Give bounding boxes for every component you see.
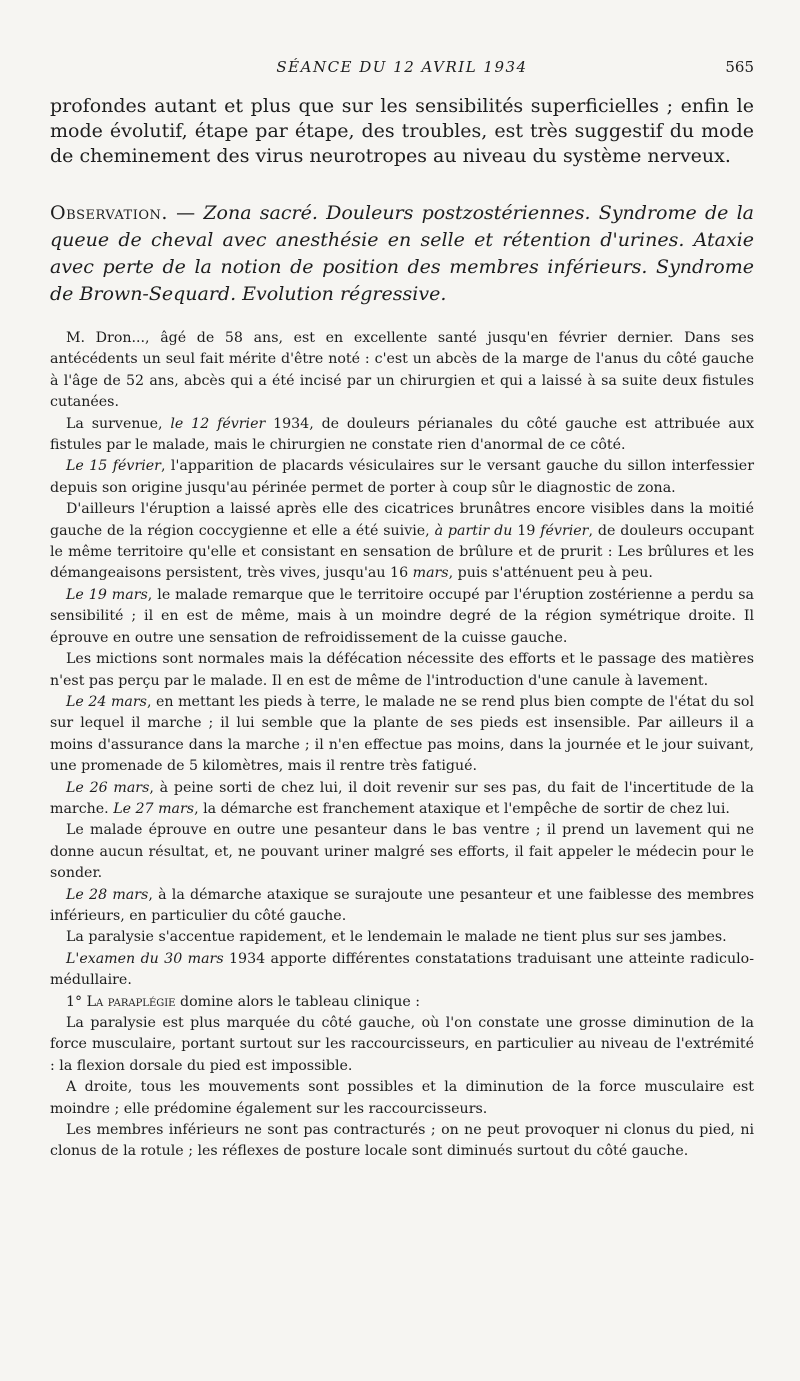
date-text: Le 26 mars [66,779,150,796]
observation-dash: — [167,202,204,224]
paragraph-text: , en mettant les pieds à terre, le malade ne se rend plus bien compte de l'état du sol sur lequel il marche ; il lui semble que la plante de ses pieds est insensible. Par ailleurs il a moins d'assurance dans la marche ; il n'en effectue pas moins, dans la journée et le jour suivant, une promenade de 5 kilomètres, mais il rentre très fatigué. [50,693,754,775]
item-number: 1° [66,993,87,1010]
paragraph-text: La survenue, [66,415,171,432]
paragraph-text: , à peine sorti de chez lui, il doit revenir sur ses pas, du fait de l'incertitude de la marche. [50,779,754,817]
paragraph-text: , à la démarche ataxique se surajoute une pesanteur et une faiblesse des membres inférieurs, en particulier du côté gauche. [50,886,754,924]
date-text: Le 19 mars [66,586,148,603]
running-title: SÉANCE DU 12 AVRIL 1934 [276,58,528,76]
paragraph-ataxia [50,778,754,821]
paragraph-text: La paralysie s'accentue rapidement, et le lendemain le malade ne tient plus sur ses jambes. [66,929,727,946]
paragraph-text: Les membres inférieurs ne sont pas contracturés ; on ne peut provoquer ni clonus du pied, ni clonus de la rotule ; les réflexes de posture locale sont diminués surtout du côté gauche. [50,1122,754,1160]
paragraph-text: Le malade éprouve en outre une pesanteur dans le bas ventre ; il prend un lavement qui ne donne aucun résultat, et, ne pouvant uriner malgré ses efforts, il fait appeler le médecin pour le sonder. [50,822,754,882]
paragraph-text: D'ailleurs l'éruption a laissé après elle des cicatrices brunâtres encore visibles dans la moitié gauche de la région coccygienne et elle a été suivie, [50,501,754,539]
paragraph-paralysis [50,927,754,948]
date-text: Le 27 mars [113,800,195,817]
paragraph-retention [50,820,754,884]
paragraph-history [50,328,754,414]
observation-label: Observation. [50,202,168,224]
paragraph-text: 19 [512,522,541,539]
paragraph-text: domine alors le tableau clinique : [175,993,421,1010]
paragraph-right-side [50,1077,754,1120]
lead-paragraph: profondes autant et plus que sur les sensibilités superficielles ; enfin le mode évolutif, étape par étape, des troubles, est très suggestif du mode de cheminement des virus neurotropes au niveau du système nerveux. [50,95,754,167]
date-text: L'examen du 30 mars [66,950,224,967]
paragraph-text: 1934, de douleurs périanales du côté gauche est attribuée aux fistules par le malade, mais le chirurgien ne constate rien d'anormal de ce côté. [50,415,754,454]
paragraph-text: Les mictions sont normales mais la défécation nécessite des efforts et le passage des matières n'est pas perçu par le malade. Il en est de même de l'introduction d'une canule à lavement. [50,651,754,689]
paragraph-text: , la démarche est franchement ataxique et l'empêche de sortir de chez lui. [194,800,730,817]
date-text: le 12 février [170,415,266,432]
paragraph-sphincters [50,649,754,692]
paragraph-text: La paralysie est plus marquée du côté gauche, où l'on constate une grosse diminution de la force musculaire, portant surtout sur les raccourcisseurs, en particulier au niveau de l'extrémité : la flexion dorsale du pied est impossible. [50,1015,754,1074]
paragraph-text: , le malade remarque que le territoire occupé par l'éruption zostérienne a perdu sa sensibilité ; il en est de même, mais à un moindre degré de la région symétrique droite. Il éprouve en outre une sensation de refroidissement de la cuisse gauche. [50,586,755,646]
observation-title: Zona sacré. Douleurs postzostériennes. Syndrome de la queue de cheval avec anesthésie en selle et rétention d'urines. Ataxie avec perte de la notion de position des membres inférieurs. Syndrome de Brown-Sequard. Evolution régressive. [50,202,754,305]
date-text: mars [412,565,449,582]
paragraph-examination [50,949,754,992]
paragraph-sensory-loss [50,585,754,649]
paragraph-gait [50,692,754,778]
date-text: février [540,522,589,539]
paragraph-text: M. Dron..., âgé de 58 ans, est en excellente santé jusqu'en février dernier. Dans ses antécédents un seul fait mérite d'être noté : c'est un abcès de la marge de l'anus du côté gauche à l'âge de 52 ans, abcès qui a été incisé par un chirurgien et qui a laissé à sa suite deux fistules cutanées. [50,330,754,411]
paragraph-text: A droite, tous les mouvements sont possibles et la diminution de la force musculaire est moindre ; elle prédomine également sur les raccourcisseurs. [50,1079,754,1117]
observation-heading [50,200,754,308]
paragraph-reflexes [50,1120,754,1163]
paragraph-eruption [50,499,754,585]
paragraph-text: , l'apparition de placards vésiculaires sur le versant gauche du sillon interfessier depuis son origine jusqu'au périnée permet de porter à coup sûr le diagnostic de zona. [50,458,754,496]
paragraph-paraplegia-heading [50,992,754,1013]
case-report-body [50,328,754,1163]
paragraph-zona-diagnosis [50,456,754,499]
section-label: La paraplégie [86,993,176,1010]
paragraph-text: , de douleurs occupant le même territoire qu'elle et consistant en sensation de brûlure et de prurit : Les brûlures et les démangeaisons persistent, très vives, jusqu'au 16 [50,522,754,582]
date-text: Le 28 mars [66,886,149,903]
paragraph-weakness [50,885,754,928]
paragraph-text: , puis s'atténuent peu à peu. [448,565,653,582]
running-head [50,58,754,80]
date-text: Le 15 février [66,458,161,475]
paragraph-left-side [50,1013,754,1077]
paragraph-onset [50,414,754,457]
date-text: Le 24 mars [66,693,147,710]
date-text: à partir du [434,522,513,539]
paragraph-text: 1934 apporte différentes constatations traduisant une atteinte radiculo-médullaire. [50,950,754,989]
page-number: 565 [725,58,754,76]
